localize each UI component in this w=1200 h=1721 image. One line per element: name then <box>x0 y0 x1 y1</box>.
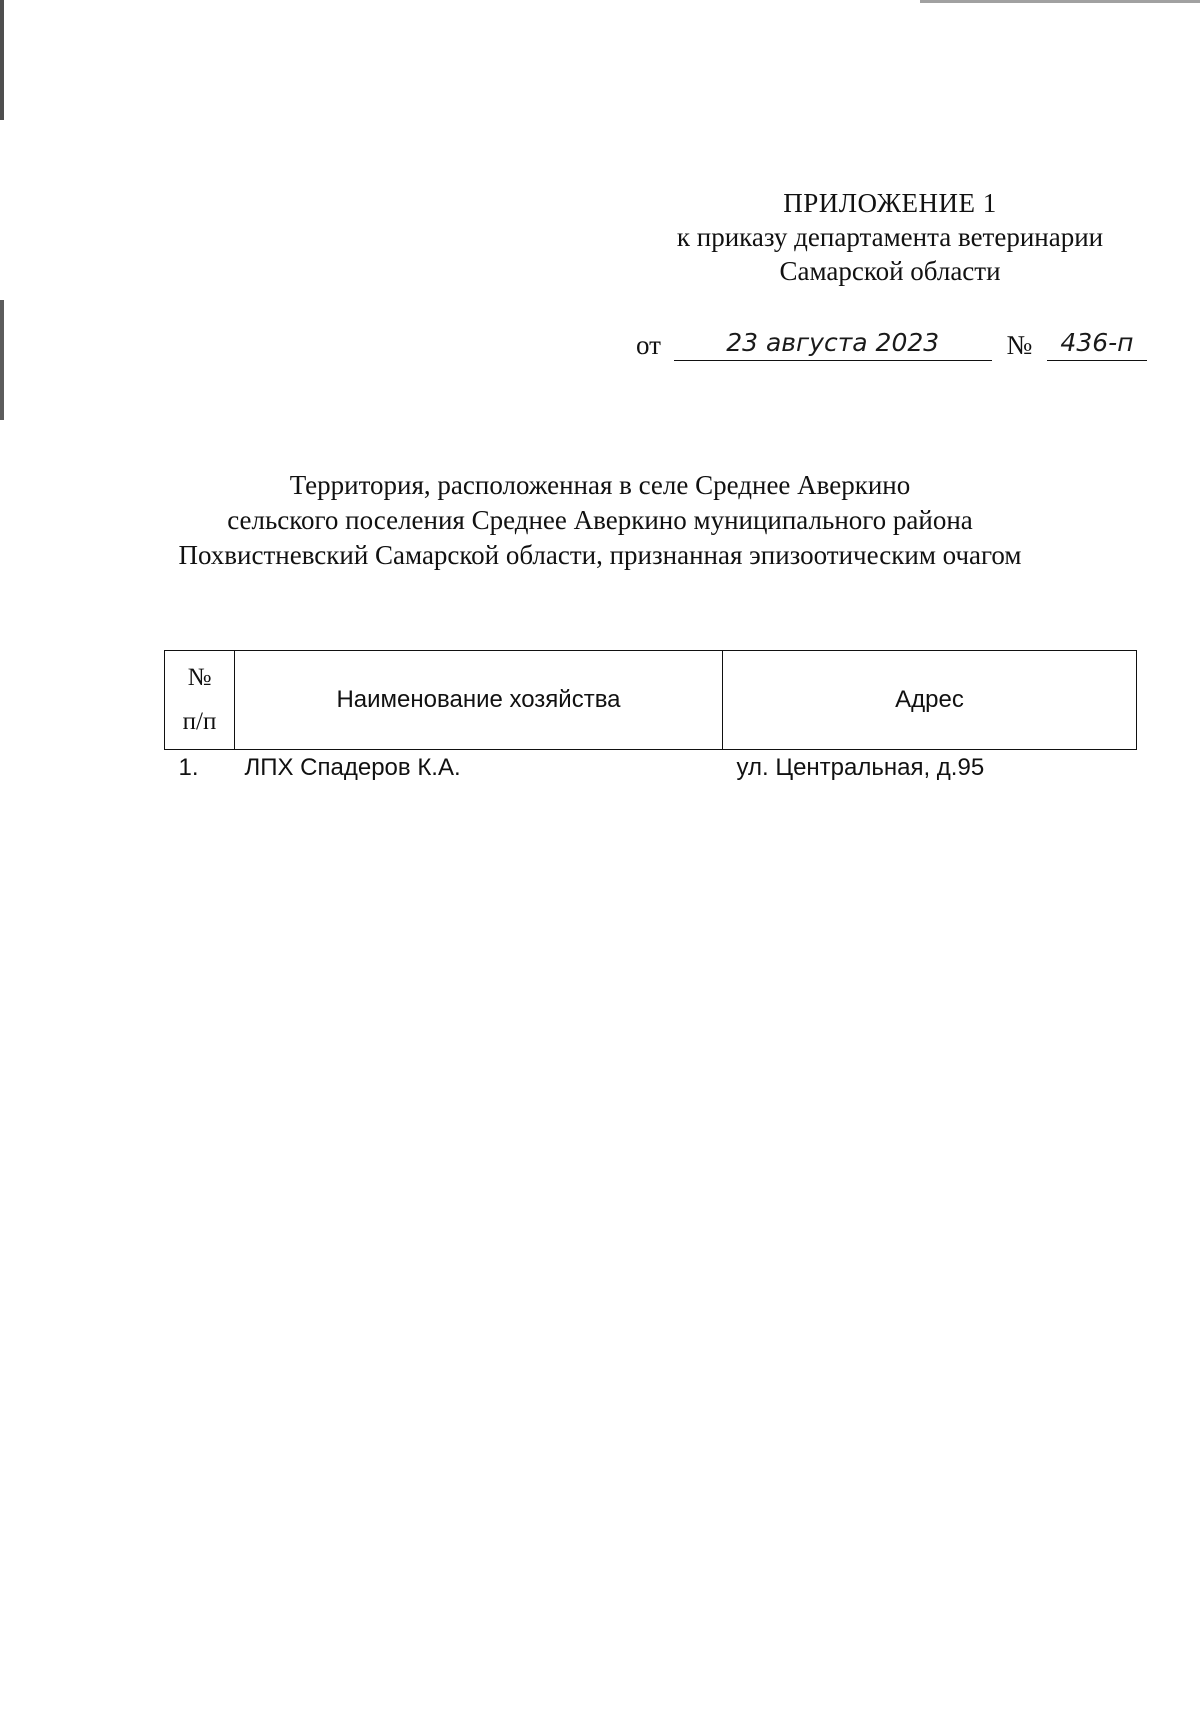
order-number-handwritten: 436-п <box>1047 328 1147 361</box>
order-reference <box>636 328 1156 361</box>
scan-edge-artifact <box>0 0 4 1721</box>
heading-line-1: Территория, расположенная в селе Среднее Аверкино <box>289 470 911 500</box>
appendix-line-2: Самарской области <box>779 256 1001 286</box>
farm-table-grid <box>164 650 1137 783</box>
order-from-label: от <box>636 330 661 360</box>
farm-table <box>164 650 1136 783</box>
table-row <box>165 750 1137 784</box>
header-farm-name: Наименование хозяйства <box>235 651 723 750</box>
row-number: 1. <box>178 754 199 781</box>
appendix-line-1: к приказу департамента ветеринарии <box>676 222 1104 252</box>
header-address: Адрес <box>723 651 1137 750</box>
order-number-label: № <box>1006 330 1033 360</box>
appendix-block <box>640 186 1140 288</box>
heading-line-2: сельского поселения Среднее Аверкино муниципального района <box>227 505 973 535</box>
heading-line-3: Похвистневский Самарской области, признанная эпизоотическим очагом <box>178 540 1022 570</box>
header-number-pp: п/п <box>182 708 217 735</box>
header-number-symbol: № <box>187 664 212 691</box>
row-address: ул. Центральная, д.95 <box>736 754 985 781</box>
document-heading <box>120 468 1080 573</box>
scan-top-artifact <box>920 0 1200 3</box>
header-number <box>165 651 235 750</box>
table-header-row <box>165 651 1137 750</box>
order-date-handwritten: 23 августа 2023 <box>674 328 992 361</box>
row-farm-name: ЛПХ Спадеров К.А. <box>244 754 461 781</box>
appendix-title: ПРИЛОЖЕНИЕ 1 <box>783 188 997 218</box>
